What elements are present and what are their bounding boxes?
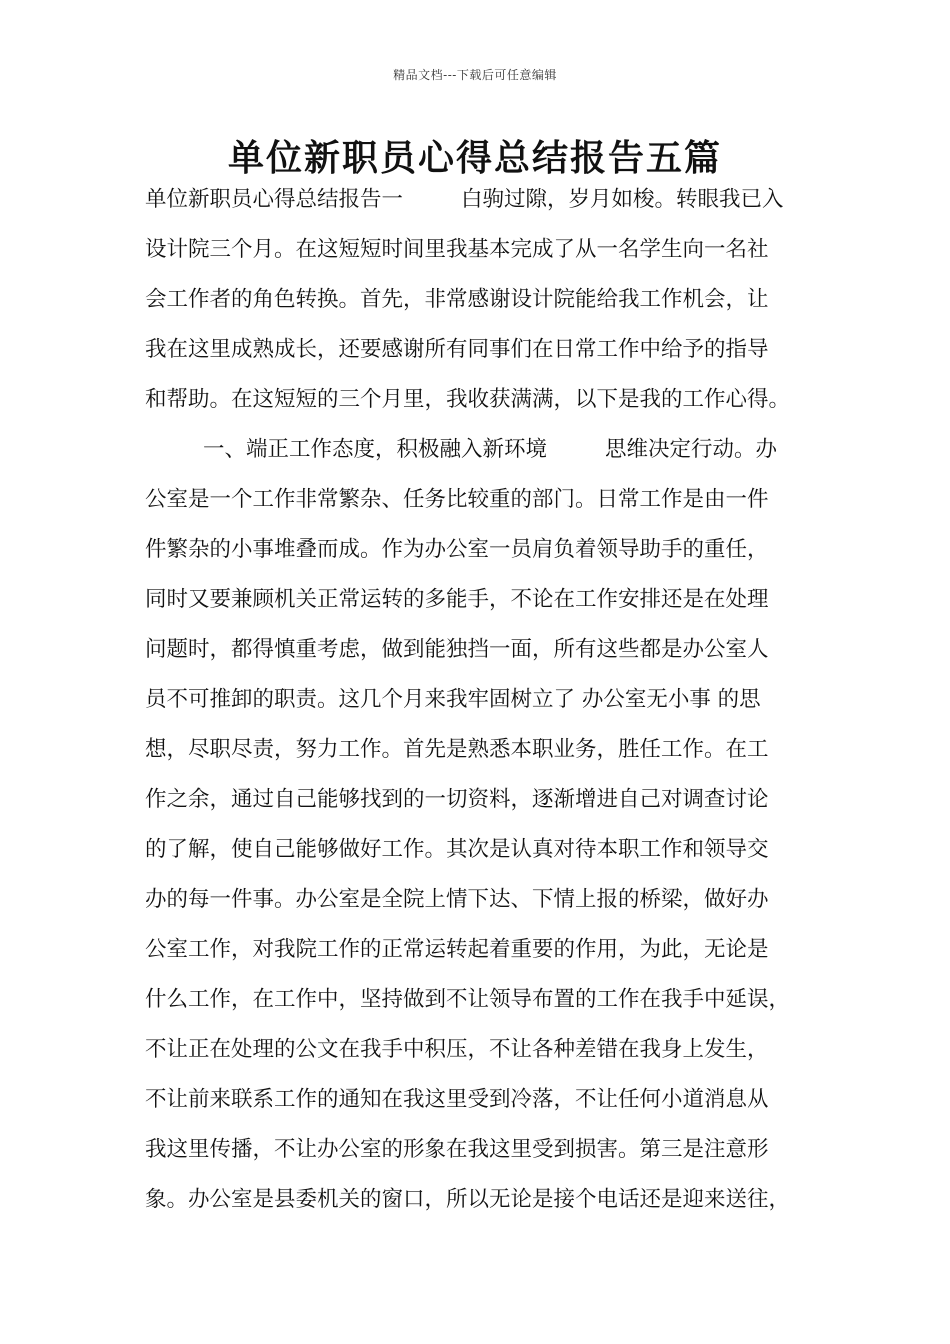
body-line: 公室工作，对我院工作的正常运转起着重要的作用，为此，无论是 bbox=[145, 937, 769, 962]
body-line: 和帮助。在这短短的三个月里，我收获满满，以下是我的工作心得。 bbox=[145, 387, 791, 412]
body-line: 我在这里成熟成长，还要感谢所有同事们在日常工作中给予的指导 bbox=[145, 337, 769, 362]
body-line: 同时又要兼顾机关正常运转的多能手，不论在工作安排还是在处理 bbox=[145, 587, 769, 612]
body-line: 公室是一个工作非常繁杂、任务比较重的部门。日常工作是由一件 bbox=[145, 487, 769, 512]
body-line: 想，尽职尽责，努力工作。首先是熟悉本职业务，胜任工作。在工 bbox=[145, 737, 769, 762]
paragraph-text: 思维决定行动。办 bbox=[605, 437, 778, 462]
section-heading: 一、端正工作态度，积极融入新环境 bbox=[203, 437, 548, 462]
body-line bbox=[145, 430, 825, 480]
body-line: 设计院三个月。在这短短时间里我基本完成了从一名学生向一名社 bbox=[145, 237, 769, 262]
body-line: 不让前来联系工作的通知在我这里受到冷落，不让任何小道消息从 bbox=[145, 1087, 769, 1112]
body-line: 什么工作，在工作中，坚持做到不让领导布置的工作在我手中延误， bbox=[145, 987, 791, 1012]
body-line: 问题时，都得慎重考虑，做到能独挡一面，所有这些都是办公室人 bbox=[145, 637, 769, 662]
document-title: 单位新职员心得总结报告五篇 bbox=[227, 138, 722, 179]
body-line: 作之余，通过自己能够找到的一切资料，逐渐增进自己对调查讨论 bbox=[145, 787, 769, 812]
section-heading: 单位新职员心得总结报告一 bbox=[145, 187, 404, 212]
body-line: 我这里传播，不让办公室的形象在我这里受到损害。第三是注意形 bbox=[145, 1137, 769, 1162]
body-line: 会工作者的角色转换。首先，非常感谢设计院能给我工作机会，让 bbox=[145, 287, 769, 312]
body-line: 件繁杂的小事堆叠而成。作为办公室一员肩负着领导助手的重任， bbox=[145, 537, 769, 562]
body-line bbox=[145, 180, 825, 230]
body-line: 办的每一件事。办公室是全院上情下达、下情上报的桥梁，做好办 bbox=[145, 887, 769, 912]
body-line: 的了解，使自己能够做好工作。其次是认真对待本职工作和领导交 bbox=[145, 837, 769, 862]
body-line: 不让正在处理的公文在我手中积压，不让各种差错在我身上发生， bbox=[145, 1037, 769, 1062]
body-line: 象。办公室是县委机关的窗口，所以无论是接个电话还是迎来送往， bbox=[145, 1187, 791, 1212]
body-line: 员不可推卸的职责。这几个月来我牢固树立了 办公室无小事 的思 bbox=[145, 687, 761, 712]
paragraph-text: 白驹过隙，岁月如梭。转眼我已入 bbox=[461, 187, 784, 212]
page-header-watermark: 精品文档---下载后可任意编辑 bbox=[393, 68, 557, 82]
document-body bbox=[145, 180, 825, 1230]
